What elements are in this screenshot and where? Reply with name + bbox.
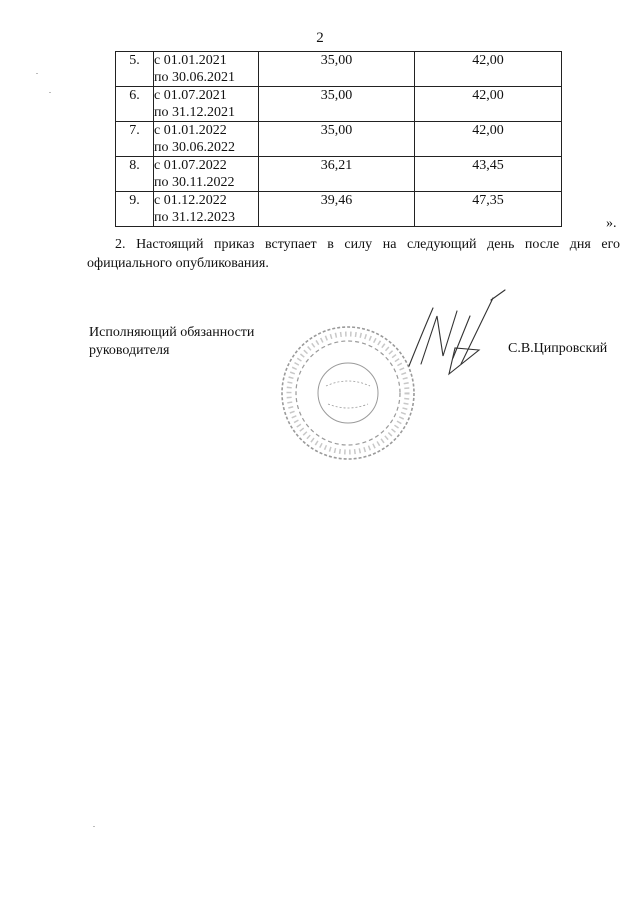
period-from: с 01.07.2021 [154,88,227,103]
value2-cell: 43,45 [415,157,562,192]
signer-title-line1: Исполняющий обязанности [89,325,255,340]
signature-icon [395,286,510,381]
period-cell [154,192,259,227]
closing-quote-mark: ». [606,216,617,231]
period-to: по 31.12.2023 [154,210,235,225]
tariff-table [115,51,562,227]
period-cell [154,87,259,122]
page-number: 2 [316,30,324,46]
row-number: 7. [116,122,154,157]
period-to: по 31.12.2021 [154,105,235,120]
value2-cell: 47,35 [415,192,562,227]
value2-cell: 42,00 [415,52,562,87]
signer-title-line2: руководителя [89,343,170,358]
row-number: 9. [116,192,154,227]
value1-cell: 35,00 [259,87,415,122]
period-from: с 01.01.2021 [154,53,227,68]
period-to: по 30.06.2022 [154,140,235,155]
period-from: с 01.12.2022 [154,193,227,208]
scan-mark [93,826,95,827]
scan-mark [49,92,51,93]
signer-title [89,324,254,360]
period-cell [154,52,259,87]
value1-cell: 35,00 [259,122,415,157]
row-number: 6. [116,87,154,122]
period-from: с 01.01.2022 [154,123,227,138]
value1-cell: 39,46 [259,192,415,227]
period-cell [154,122,259,157]
scan-mark [36,73,38,74]
table-row [116,52,562,87]
signer-name: С.В.Ципровский [508,341,608,356]
table-row [116,157,562,192]
value1-cell: 35,00 [259,52,415,87]
table-row [116,192,562,227]
paragraph-effective-date: 2. Настоящий приказ вступает в силу на следующий день после дня его официального опубликования. [87,237,620,271]
period-to: по 30.11.2022 [154,175,235,190]
table-row [116,122,562,157]
row-number: 8. [116,157,154,192]
value1-cell: 36,21 [259,157,415,192]
value2-cell: 42,00 [415,87,562,122]
value2-cell: 42,00 [415,122,562,157]
period-from: с 01.07.2022 [154,158,227,173]
period-cell [154,157,259,192]
table-row [116,87,562,122]
period-to: по 30.06.2021 [154,70,235,85]
row-number: 5. [116,52,154,87]
